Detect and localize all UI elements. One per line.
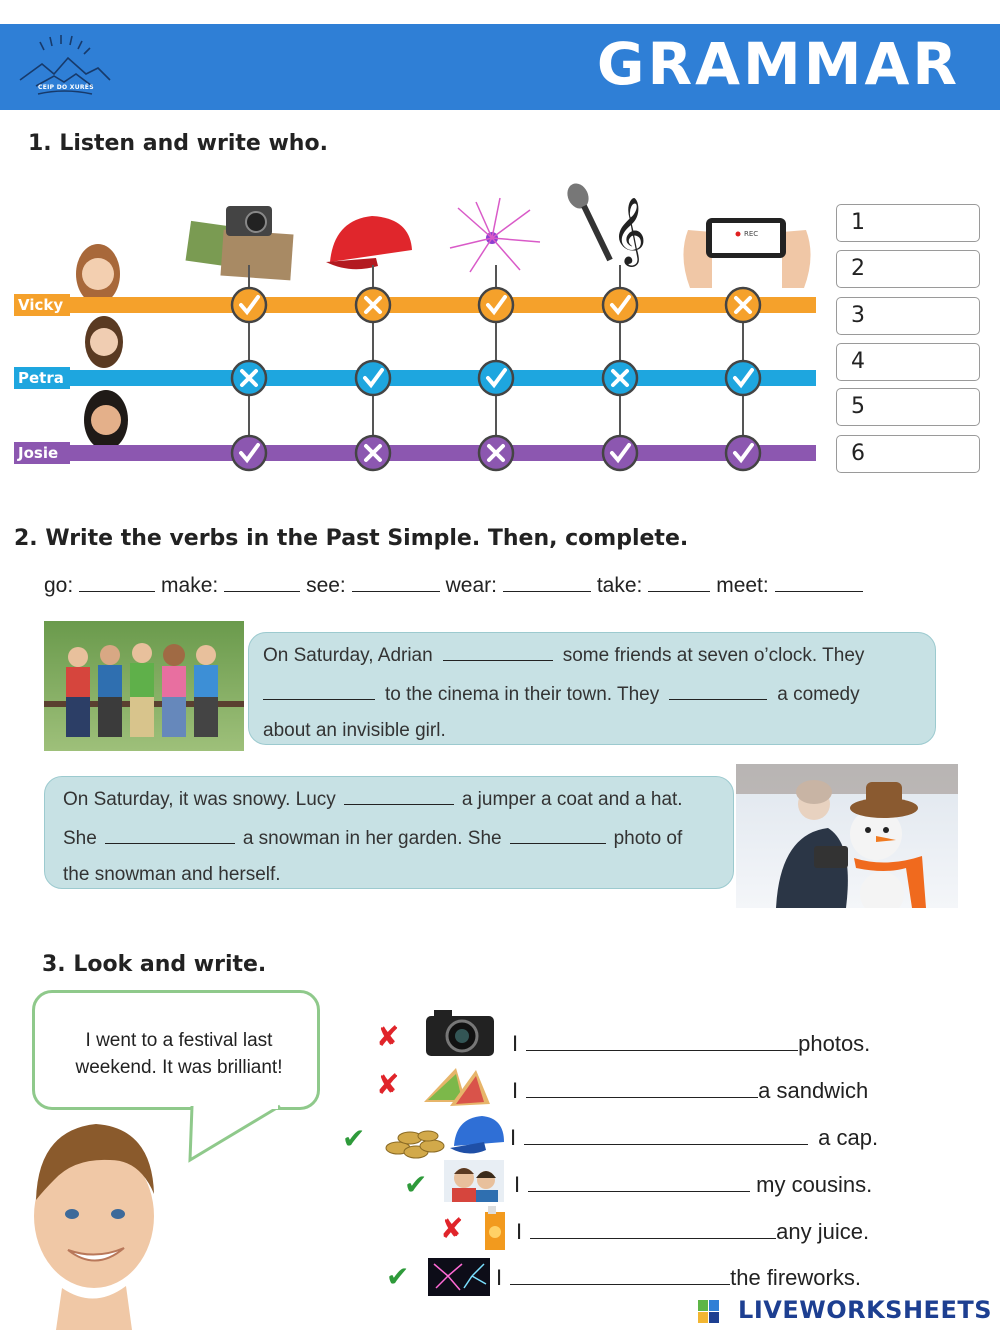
verb-label: make: bbox=[161, 574, 219, 597]
line-start: I bbox=[516, 1219, 523, 1244]
phone-recording-icon bbox=[683, 218, 810, 288]
write-line bbox=[496, 1265, 861, 1291]
red-cap-icon bbox=[326, 216, 412, 269]
camera-icon bbox=[424, 1006, 496, 1058]
gap-blank[interactable] bbox=[443, 641, 553, 661]
text-lucy-1b: a jumper a coat and a hat. bbox=[461, 789, 683, 810]
snowman-photo bbox=[736, 764, 958, 908]
line-end: photos. bbox=[798, 1031, 871, 1056]
boy-photo bbox=[14, 1110, 164, 1330]
text-lucy-3: the snowman and herself. bbox=[63, 864, 281, 885]
text-bubble-adrian bbox=[248, 632, 936, 745]
verb-blank[interactable] bbox=[775, 572, 863, 592]
liveworksheets-logo-icon bbox=[698, 1300, 720, 1324]
cross-mark: ✘ bbox=[440, 1212, 464, 1245]
cross-mark: ✘ bbox=[376, 1020, 400, 1053]
svg-text:𝄞: 𝄞 bbox=[612, 196, 647, 264]
verb-blank[interactable] bbox=[648, 572, 710, 592]
answer-number: 3 bbox=[851, 303, 865, 328]
coins-cap-icon bbox=[384, 1112, 506, 1164]
text-adrian-1a: On Saturday, Adrian bbox=[263, 645, 433, 666]
cross-mark: ✘ bbox=[376, 1068, 400, 1101]
line-start: I bbox=[512, 1078, 519, 1103]
cousins-icon bbox=[444, 1160, 504, 1202]
school-logo bbox=[14, 28, 114, 110]
section1-title: 1. Listen and write who. bbox=[28, 131, 328, 156]
answer-blank[interactable] bbox=[526, 1031, 798, 1051]
check-mark: ✔ bbox=[342, 1122, 366, 1155]
answer-blank[interactable] bbox=[526, 1078, 758, 1098]
check-circle-petra bbox=[356, 361, 390, 395]
verb-label: take: bbox=[596, 574, 643, 597]
write-line bbox=[514, 1172, 872, 1198]
answer-number: 5 bbox=[851, 394, 865, 419]
petra-band bbox=[14, 370, 816, 386]
text-adrian-2b: a comedy bbox=[777, 684, 860, 705]
answer-number: 6 bbox=[851, 441, 865, 466]
gap-blank[interactable] bbox=[510, 824, 606, 844]
answer-box-6[interactable] bbox=[836, 435, 980, 473]
text-adrian-3: about an invisible girl. bbox=[263, 720, 446, 741]
verb-blank[interactable] bbox=[352, 572, 440, 592]
line-end: a sandwich bbox=[758, 1078, 869, 1103]
answer-number: 1 bbox=[851, 210, 865, 235]
fireworks-icon bbox=[428, 1258, 490, 1296]
line-start: I bbox=[496, 1265, 503, 1290]
answer-number: 4 bbox=[851, 349, 865, 374]
gap-blank[interactable] bbox=[105, 824, 235, 844]
line-end: the fireworks. bbox=[730, 1265, 861, 1290]
sandwich-icon bbox=[420, 1062, 494, 1110]
cross-circle-josie bbox=[479, 436, 513, 470]
write-line bbox=[512, 1078, 868, 1104]
cross-circle-josie bbox=[356, 436, 390, 470]
verb-blank[interactable] bbox=[79, 572, 155, 592]
text-lucy-2c: photo of bbox=[613, 828, 683, 849]
answer-blank[interactable] bbox=[530, 1219, 776, 1239]
timeline-chart bbox=[0, 170, 830, 480]
verb-list bbox=[44, 572, 863, 598]
check-circle-josie bbox=[726, 436, 760, 470]
vicky-label: Vicky bbox=[18, 296, 64, 314]
verb-blank[interactable] bbox=[224, 572, 300, 592]
line-start: I bbox=[510, 1125, 517, 1150]
write-line bbox=[516, 1219, 869, 1245]
josie-band bbox=[14, 445, 816, 461]
microphone-icon bbox=[563, 180, 646, 267]
check-circle-vicky bbox=[603, 288, 637, 322]
line-start: I bbox=[512, 1031, 519, 1056]
check-circle-josie bbox=[603, 436, 637, 470]
text-adrian-2a: to the cinema in their town. They bbox=[385, 684, 660, 705]
text-lucy-2b: a snowman in her garden. She bbox=[242, 828, 502, 849]
verb-label: wear: bbox=[445, 574, 497, 597]
check-circle-vicky bbox=[232, 288, 266, 322]
answer-blank[interactable] bbox=[510, 1265, 730, 1285]
cross-circle-petra bbox=[603, 361, 637, 395]
gap-blank[interactable] bbox=[263, 680, 375, 700]
speech-bubble bbox=[32, 990, 320, 1110]
friends-photo bbox=[44, 621, 244, 751]
josie-label: Josie bbox=[18, 444, 59, 462]
gap-blank[interactable] bbox=[344, 785, 454, 805]
fireworks-icon bbox=[450, 198, 540, 272]
text-lucy-2a: She bbox=[63, 828, 97, 849]
answer-box-4[interactable] bbox=[836, 343, 980, 381]
check-circle-petra bbox=[726, 361, 760, 395]
page-title: GRAMMAR bbox=[596, 30, 960, 98]
line-end: my cousins. bbox=[756, 1172, 873, 1197]
svg-text:REC: REC bbox=[744, 230, 759, 238]
text-bubble-lucy bbox=[44, 776, 734, 889]
write-line bbox=[512, 1031, 870, 1057]
answer-blank[interactable] bbox=[524, 1125, 808, 1145]
answer-box-3[interactable] bbox=[836, 297, 980, 335]
speech-bubble-tail bbox=[180, 1104, 290, 1164]
vicky-band bbox=[14, 297, 816, 313]
text-adrian-1b: some friends at seven o’clock. They bbox=[562, 645, 865, 666]
answer-blank[interactable] bbox=[528, 1172, 750, 1192]
line-end: any juice. bbox=[776, 1219, 870, 1244]
answer-box-2[interactable] bbox=[836, 250, 980, 288]
check-circle-vicky bbox=[479, 288, 513, 322]
line-end: a cap. bbox=[818, 1125, 879, 1150]
gap-blank[interactable] bbox=[669, 680, 767, 700]
check-circle-petra bbox=[479, 361, 513, 395]
line-start: I bbox=[514, 1172, 521, 1197]
check-circle-josie bbox=[232, 436, 266, 470]
check-mark: ✔ bbox=[386, 1260, 410, 1293]
verb-label: meet: bbox=[716, 574, 769, 597]
petra-label: Petra bbox=[18, 369, 64, 387]
answer-box-1[interactable] bbox=[836, 204, 980, 242]
cross-circle-vicky bbox=[726, 288, 760, 322]
write-line bbox=[510, 1125, 878, 1151]
verb-blank[interactable] bbox=[503, 572, 591, 592]
liveworksheets-brand[interactable]: LIVEWORKSHEETS bbox=[738, 1296, 992, 1324]
logo-text: CEIP DO XURÉS bbox=[38, 84, 94, 91]
verb-label: go: bbox=[44, 574, 74, 597]
speech-text: I went to a festival last weekend. It was brilliant! bbox=[75, 1030, 283, 1078]
cross-circle-vicky bbox=[356, 288, 390, 322]
section3-title: 3. Look and write. bbox=[42, 952, 267, 977]
camera-photos-icon bbox=[186, 206, 294, 280]
text-lucy-1a: On Saturday, it was snowy. Lucy bbox=[63, 789, 336, 810]
verb-label: see: bbox=[306, 574, 346, 597]
answer-number: 2 bbox=[851, 256, 865, 281]
section2-title: 2. Write the verbs in the Past Simple. Then, complete. bbox=[14, 526, 689, 551]
header-bar bbox=[0, 24, 1000, 110]
check-mark: ✔ bbox=[404, 1168, 428, 1201]
cross-circle-petra bbox=[232, 361, 266, 395]
answer-box-5[interactable] bbox=[836, 388, 980, 426]
juice-icon bbox=[482, 1206, 508, 1252]
